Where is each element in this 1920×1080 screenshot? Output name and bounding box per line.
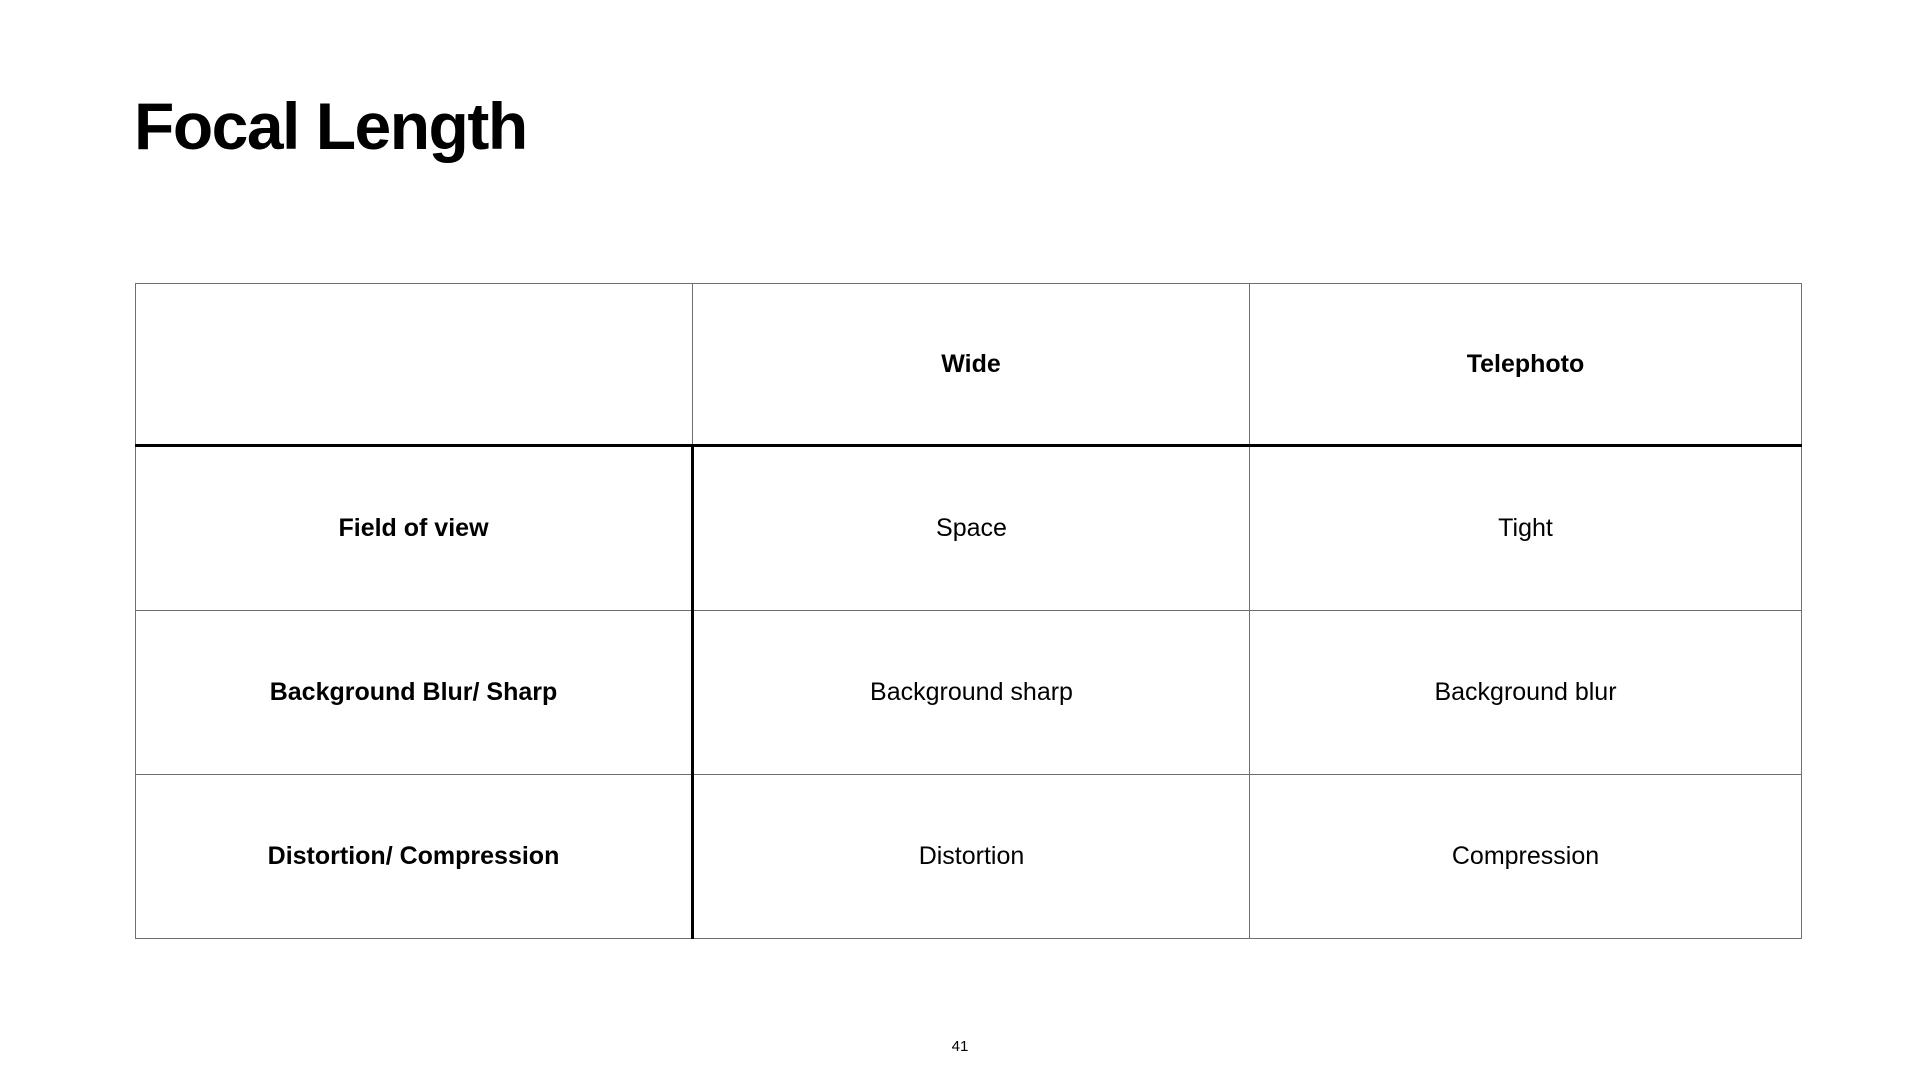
table-header-row — [136, 284, 1802, 446]
row-value-telephoto: Background blur — [1250, 611, 1802, 775]
row-value-wide: Background sharp — [693, 611, 1250, 775]
comparison-table-container — [135, 283, 1791, 939]
row-label: Distortion/ Compression — [136, 775, 693, 939]
table-header-telephoto: Telephoto — [1250, 284, 1802, 446]
row-label: Background Blur/ Sharp — [136, 611, 693, 775]
row-value-wide: Space — [693, 446, 1250, 611]
row-label: Field of view — [136, 446, 693, 611]
comparison-table — [135, 283, 1802, 939]
row-value-telephoto: Compression — [1250, 775, 1802, 939]
page-number: 41 — [951, 1038, 969, 1055]
table-row — [136, 611, 1802, 775]
table-header-wide: Wide — [693, 284, 1250, 446]
page-title: Focal Length — [134, 89, 527, 163]
table-header-corner — [136, 284, 693, 446]
table-row — [136, 446, 1802, 611]
row-value-telephoto: Tight — [1250, 446, 1802, 611]
table-row — [136, 775, 1802, 939]
row-value-wide: Distortion — [693, 775, 1250, 939]
